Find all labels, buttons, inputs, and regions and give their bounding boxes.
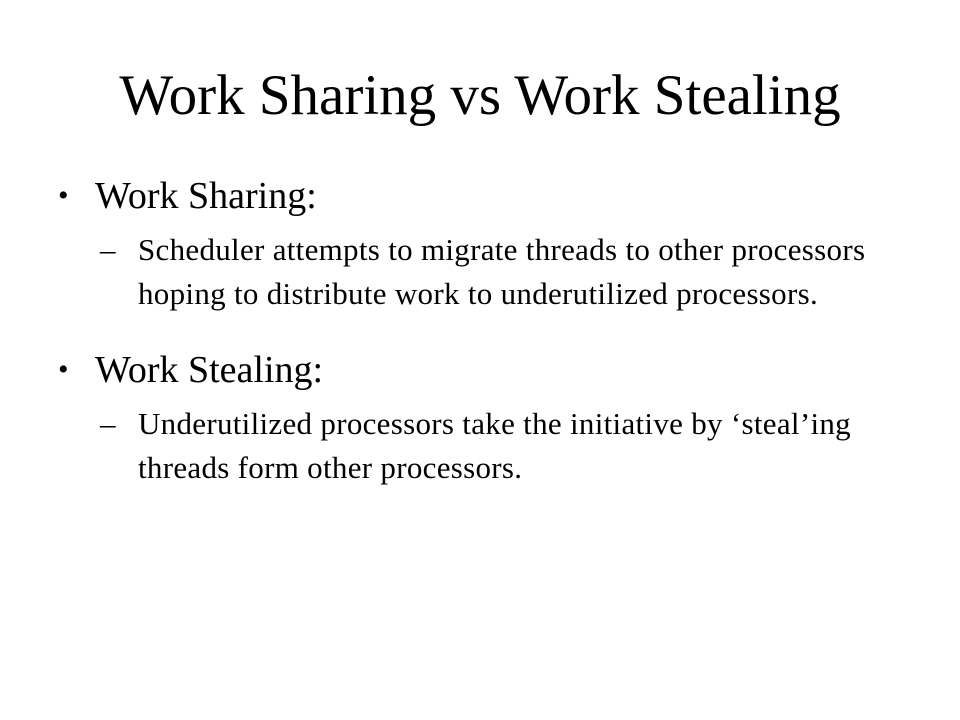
sub-text: Scheduler attempts to migrate threads to other processors hoping to distribute work to underutilized processors.	[138, 232, 866, 311]
bullet-label: Work Stealing:	[95, 349, 324, 391]
bullet-item-work-stealing	[55, 344, 915, 396]
sub-item-work-stealing	[100, 402, 915, 490]
sub-text: Underutilized processors take the initiative by ‘steal’ing threads form other processors.	[138, 406, 851, 485]
bullet-list	[55, 170, 915, 490]
bullet-marker: •	[58, 353, 69, 386]
slide-title: Work Sharing vs Work Stealing	[119, 64, 841, 127]
sub-item-work-sharing	[100, 228, 915, 316]
bullet-item-work-sharing	[55, 170, 915, 222]
bullet-marker: •	[58, 179, 69, 212]
sub-marker: –	[100, 406, 116, 441]
sub-marker: –	[100, 232, 116, 267]
bullet-label: Work Sharing:	[95, 175, 317, 217]
